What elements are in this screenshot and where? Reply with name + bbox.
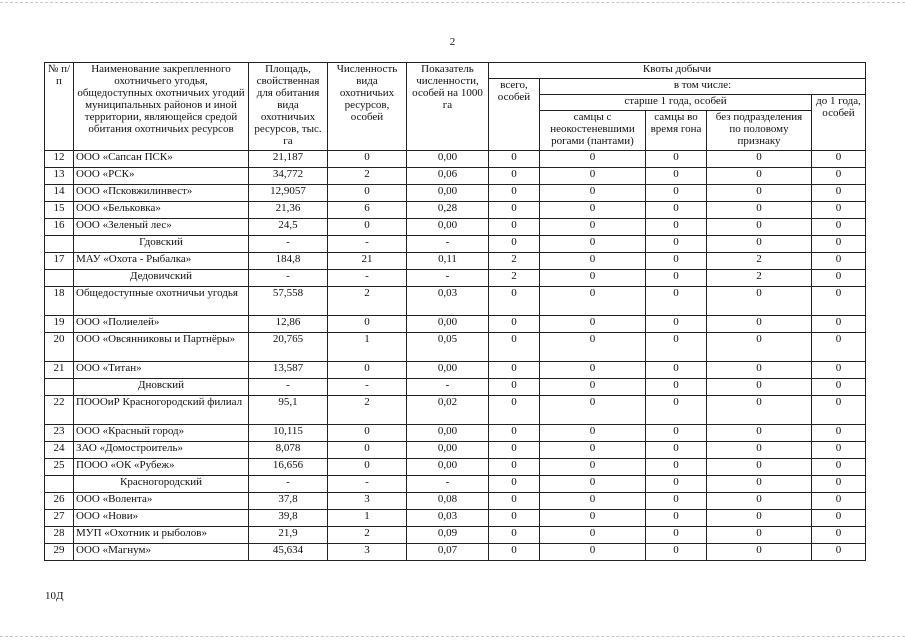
cell-rut: 0: [646, 396, 707, 425]
cell-rut: 0: [646, 362, 707, 379]
cell-rut: 0: [646, 493, 707, 510]
cell-density: 0,03: [407, 510, 489, 527]
cell-nosex: 0: [707, 202, 812, 219]
cell-total: 0: [489, 333, 540, 362]
cell-num: 27: [45, 510, 74, 527]
cell-young: 0: [812, 151, 866, 168]
cell-name: Дедовичский: [74, 270, 249, 287]
cell-nosex: 0: [707, 219, 812, 236]
cell-antlers: 0: [540, 362, 646, 379]
table-row: [45, 442, 866, 459]
cell-antlers: 0: [540, 476, 646, 493]
cell-name: Красногородский: [74, 476, 249, 493]
cell-area: 12,9057: [249, 185, 328, 202]
cell-num: 13: [45, 168, 74, 185]
cell-name: ООО «Овсянниковы и Партнёры»: [74, 333, 249, 362]
cell-antlers: 0: [540, 442, 646, 459]
cell-total: 0: [489, 185, 540, 202]
cell-antlers: 0: [540, 544, 646, 561]
header-num: № п/п: [45, 63, 74, 151]
cell-antlers: 0: [540, 459, 646, 476]
cell-density: 0,11: [407, 253, 489, 270]
cell-density: -: [407, 476, 489, 493]
cell-antlers: 0: [540, 236, 646, 253]
cell-total: 0: [489, 287, 540, 316]
header-name: Наименование закрепленного охотничьего угодья, общедоступных охотничьих угодий муниципальных районов и иной территории, являющейся средой обитания охотничьих ресурсов: [74, 63, 249, 151]
cell-name: ООО «Титан»: [74, 362, 249, 379]
cell-young: 0: [812, 253, 866, 270]
table-row: [45, 185, 866, 202]
cell-nosex: 0: [707, 396, 812, 425]
table-row: [45, 459, 866, 476]
cell-count: 0: [328, 151, 407, 168]
cell-density: 0,00: [407, 425, 489, 442]
cell-name: МУП «Охотник и рыболов»: [74, 527, 249, 544]
cell-rut: 0: [646, 476, 707, 493]
header-count: Численность вида охотничьих ресурсов, особей: [328, 63, 407, 151]
cell-young: 0: [812, 510, 866, 527]
table-body: [45, 151, 866, 561]
cell-count: 2: [328, 168, 407, 185]
cell-count: 0: [328, 362, 407, 379]
cell-name: ПОООиР Красногородский филиал: [74, 396, 249, 425]
cell-name: ПООО «ОК «Рубеж»: [74, 459, 249, 476]
cell-young: 0: [812, 493, 866, 510]
cell-rut: 0: [646, 219, 707, 236]
cell-total: 2: [489, 253, 540, 270]
cell-density: 0,05: [407, 333, 489, 362]
cell-young: 0: [812, 333, 866, 362]
cell-nosex: 0: [707, 236, 812, 253]
cell-count: 0: [328, 442, 407, 459]
table-row: [45, 333, 866, 362]
cell-nosex: 0: [707, 476, 812, 493]
cell-num: 25: [45, 459, 74, 476]
cell-rut: 0: [646, 202, 707, 219]
cell-num: 14: [45, 185, 74, 202]
cell-area: 21,36: [249, 202, 328, 219]
cell-rut: 0: [646, 527, 707, 544]
cell-area: 37,8: [249, 493, 328, 510]
cell-name: ООО «Псковжилинвест»: [74, 185, 249, 202]
cell-area: -: [249, 379, 328, 396]
cell-num: 22: [45, 396, 74, 425]
cell-count: 21: [328, 253, 407, 270]
cell-area: 12,86: [249, 316, 328, 333]
cell-nosex: 0: [707, 362, 812, 379]
cell-num: 18: [45, 287, 74, 316]
district-row: [45, 270, 866, 287]
cell-total: 0: [489, 544, 540, 561]
cell-antlers: 0: [540, 202, 646, 219]
cell-count: 0: [328, 425, 407, 442]
header-antlers: самцы с неокостеневшими рогами (пантами): [540, 111, 646, 151]
cell-density: 0,02: [407, 396, 489, 425]
cell-total: 0: [489, 396, 540, 425]
footer-code: 10Д: [45, 590, 64, 602]
cell-name: ООО «Полиелей»: [74, 316, 249, 333]
cell-young: 0: [812, 459, 866, 476]
cell-young: 0: [812, 219, 866, 236]
cell-density: 0,00: [407, 442, 489, 459]
cell-nosex: 0: [707, 168, 812, 185]
table-row: [45, 396, 866, 425]
cell-total: 0: [489, 202, 540, 219]
cell-area: 21,187: [249, 151, 328, 168]
cell-antlers: 0: [540, 510, 646, 527]
cell-antlers: 0: [540, 316, 646, 333]
cell-total: 0: [489, 236, 540, 253]
cell-area: 95,1: [249, 396, 328, 425]
cell-antlers: 0: [540, 425, 646, 442]
cell-count: -: [328, 270, 407, 287]
cell-total: 0: [489, 459, 540, 476]
cell-name: ООО «Зеленый лес»: [74, 219, 249, 236]
cell-nosex: 0: [707, 493, 812, 510]
cell-rut: 0: [646, 287, 707, 316]
cell-num: 23: [45, 425, 74, 442]
scan-edge-bottom: [0, 636, 905, 637]
cell-rut: 0: [646, 185, 707, 202]
cell-antlers: 0: [540, 253, 646, 270]
cell-area: -: [249, 270, 328, 287]
table-row: [45, 510, 866, 527]
cell-count: 2: [328, 527, 407, 544]
cell-area: 34,772: [249, 168, 328, 185]
cell-antlers: 0: [540, 219, 646, 236]
cell-total: 2: [489, 270, 540, 287]
cell-area: 21,9: [249, 527, 328, 544]
cell-count: 3: [328, 493, 407, 510]
cell-density: 0,00: [407, 219, 489, 236]
cell-young: 0: [812, 362, 866, 379]
cell-name: ООО «Волента»: [74, 493, 249, 510]
page-number: 2: [449, 36, 456, 48]
cell-young: 0: [812, 316, 866, 333]
cell-antlers: 0: [540, 493, 646, 510]
cell-antlers: 0: [540, 151, 646, 168]
table-row: [45, 219, 866, 236]
cell-num: [45, 476, 74, 493]
cell-name: ООО «Магнум»: [74, 544, 249, 561]
cell-nosex: 0: [707, 151, 812, 168]
cell-young: 0: [812, 168, 866, 185]
cell-density: 0,00: [407, 151, 489, 168]
district-row: [45, 236, 866, 253]
cell-num: 15: [45, 202, 74, 219]
cell-total: 0: [489, 362, 540, 379]
cell-area: 57,558: [249, 287, 328, 316]
table-row: [45, 168, 866, 185]
cell-nosex: 2: [707, 270, 812, 287]
cell-total: 0: [489, 510, 540, 527]
scan-edge-top: [0, 2, 905, 3]
cell-nosex: 0: [707, 527, 812, 544]
cell-young: 0: [812, 425, 866, 442]
table-row: [45, 287, 866, 316]
cell-count: 0: [328, 219, 407, 236]
cell-total: 0: [489, 168, 540, 185]
table-row: [45, 316, 866, 333]
cell-rut: 0: [646, 379, 707, 396]
header-rut: самцы во время гона: [646, 111, 707, 151]
cell-area: 13,587: [249, 362, 328, 379]
table-row: [45, 253, 866, 270]
cell-nosex: 0: [707, 459, 812, 476]
cell-density: 0,08: [407, 493, 489, 510]
cell-total: 0: [489, 151, 540, 168]
table-row: [45, 425, 866, 442]
cell-num: 16: [45, 219, 74, 236]
cell-area: 39,8: [249, 510, 328, 527]
cell-count: -: [328, 476, 407, 493]
cell-area: -: [249, 236, 328, 253]
cell-area: 20,765: [249, 333, 328, 362]
cell-nosex: 0: [707, 287, 812, 316]
cell-rut: 0: [646, 168, 707, 185]
cell-density: 0,00: [407, 459, 489, 476]
cell-name: МАУ «Охота - Рыбалка»: [74, 253, 249, 270]
cell-num: 24: [45, 442, 74, 459]
cell-young: 0: [812, 442, 866, 459]
cell-num: 28: [45, 527, 74, 544]
cell-name: ООО «Бельковка»: [74, 202, 249, 219]
cell-young: 0: [812, 287, 866, 316]
cell-rut: 0: [646, 270, 707, 287]
cell-total: 0: [489, 442, 540, 459]
cell-count: 1: [328, 333, 407, 362]
cell-nosex: 0: [707, 442, 812, 459]
cell-density: 0,00: [407, 185, 489, 202]
cell-rut: 0: [646, 316, 707, 333]
header-area: Площадь, свойственная для обитания вида охотничьих ресурсов, тыс. га: [249, 63, 328, 151]
cell-density: -: [407, 236, 489, 253]
district-row: [45, 476, 866, 493]
cell-nosex: 0: [707, 333, 812, 362]
cell-name: ООО «Сапсан ПСК»: [74, 151, 249, 168]
cell-density: 0,06: [407, 168, 489, 185]
cell-rut: 0: [646, 151, 707, 168]
cell-num: 12: [45, 151, 74, 168]
cell-antlers: 0: [540, 185, 646, 202]
cell-density: -: [407, 379, 489, 396]
cell-num: [45, 379, 74, 396]
cell-count: -: [328, 236, 407, 253]
table-row: [45, 493, 866, 510]
cell-nosex: 0: [707, 544, 812, 561]
cell-num: 20: [45, 333, 74, 362]
header-young: до 1 года, особей: [812, 95, 866, 151]
cell-count: 0: [328, 185, 407, 202]
table-row: [45, 527, 866, 544]
cell-nosex: 0: [707, 316, 812, 333]
cell-density: 0,09: [407, 527, 489, 544]
cell-area: 10,115: [249, 425, 328, 442]
cell-count: 3: [328, 544, 407, 561]
cell-young: 0: [812, 185, 866, 202]
cell-young: 0: [812, 379, 866, 396]
cell-rut: 0: [646, 236, 707, 253]
cell-nosex: 0: [707, 379, 812, 396]
district-row: [45, 379, 866, 396]
cell-antlers: 0: [540, 333, 646, 362]
cell-count: 2: [328, 396, 407, 425]
cell-num: 29: [45, 544, 74, 561]
cell-name: ЗАО «Домостроитель»: [74, 442, 249, 459]
cell-antlers: 0: [540, 396, 646, 425]
cell-density: 0,00: [407, 316, 489, 333]
cell-antlers: 0: [540, 270, 646, 287]
cell-total: 0: [489, 316, 540, 333]
cell-young: 0: [812, 236, 866, 253]
header-quotas: Квоты добычи: [489, 63, 866, 79]
cell-rut: 0: [646, 425, 707, 442]
cell-area: 184,8: [249, 253, 328, 270]
cell-antlers: 0: [540, 168, 646, 185]
cell-young: 0: [812, 396, 866, 425]
cell-area: -: [249, 476, 328, 493]
cell-density: -: [407, 270, 489, 287]
cell-name: ООО «Нови»: [74, 510, 249, 527]
cell-density: 0,28: [407, 202, 489, 219]
cell-num: [45, 270, 74, 287]
cell-rut: 0: [646, 459, 707, 476]
cell-total: 0: [489, 493, 540, 510]
cell-rut: 0: [646, 333, 707, 362]
cell-count: 1: [328, 510, 407, 527]
cell-young: 0: [812, 202, 866, 219]
cell-total: 0: [489, 425, 540, 442]
table-row: [45, 151, 866, 168]
cell-nosex: 2: [707, 253, 812, 270]
cell-density: 0,07: [407, 544, 489, 561]
cell-count: 6: [328, 202, 407, 219]
cell-young: 0: [812, 544, 866, 561]
cell-count: 0: [328, 459, 407, 476]
cell-area: 8,078: [249, 442, 328, 459]
cell-antlers: 0: [540, 379, 646, 396]
cell-area: 45,634: [249, 544, 328, 561]
cell-nosex: 0: [707, 185, 812, 202]
hunting-quota-table: [44, 62, 866, 561]
cell-nosex: 0: [707, 425, 812, 442]
cell-young: 0: [812, 476, 866, 493]
cell-count: 2: [328, 287, 407, 316]
cell-num: 26: [45, 493, 74, 510]
cell-total: 0: [489, 379, 540, 396]
cell-total: 0: [489, 476, 540, 493]
cell-name: ООО «РСК»: [74, 168, 249, 185]
cell-num: 21: [45, 362, 74, 379]
header-older: старше 1 года, особей: [540, 95, 812, 111]
cell-count: 0: [328, 316, 407, 333]
cell-total: 0: [489, 527, 540, 544]
cell-total: 0: [489, 219, 540, 236]
cell-num: [45, 236, 74, 253]
cell-young: 0: [812, 527, 866, 544]
cell-antlers: 0: [540, 527, 646, 544]
table-row: [45, 544, 866, 561]
cell-antlers: 0: [540, 287, 646, 316]
cell-density: 0,03: [407, 287, 489, 316]
cell-name: Общедоступные охотничьи угодья: [74, 287, 249, 316]
header-total: всего, особей: [489, 79, 540, 151]
cell-young: 0: [812, 270, 866, 287]
cell-name: Дновский: [74, 379, 249, 396]
table-row: [45, 202, 866, 219]
cell-rut: 0: [646, 510, 707, 527]
cell-rut: 0: [646, 442, 707, 459]
header-nosex: без подразделения по половому признаку: [707, 111, 812, 151]
cell-rut: 0: [646, 544, 707, 561]
cell-area: 24,5: [249, 219, 328, 236]
header-including: в том числе:: [540, 79, 866, 95]
cell-count: -: [328, 379, 407, 396]
cell-density: 0,00: [407, 362, 489, 379]
cell-area: 16,656: [249, 459, 328, 476]
cell-rut: 0: [646, 253, 707, 270]
cell-name: ООО «Красный город»: [74, 425, 249, 442]
table-row: [45, 362, 866, 379]
cell-nosex: 0: [707, 510, 812, 527]
cell-name: Гдовский: [74, 236, 249, 253]
cell-num: 19: [45, 316, 74, 333]
header-density: Показатель численности, особей на 1000 га: [407, 63, 489, 151]
cell-num: 17: [45, 253, 74, 270]
